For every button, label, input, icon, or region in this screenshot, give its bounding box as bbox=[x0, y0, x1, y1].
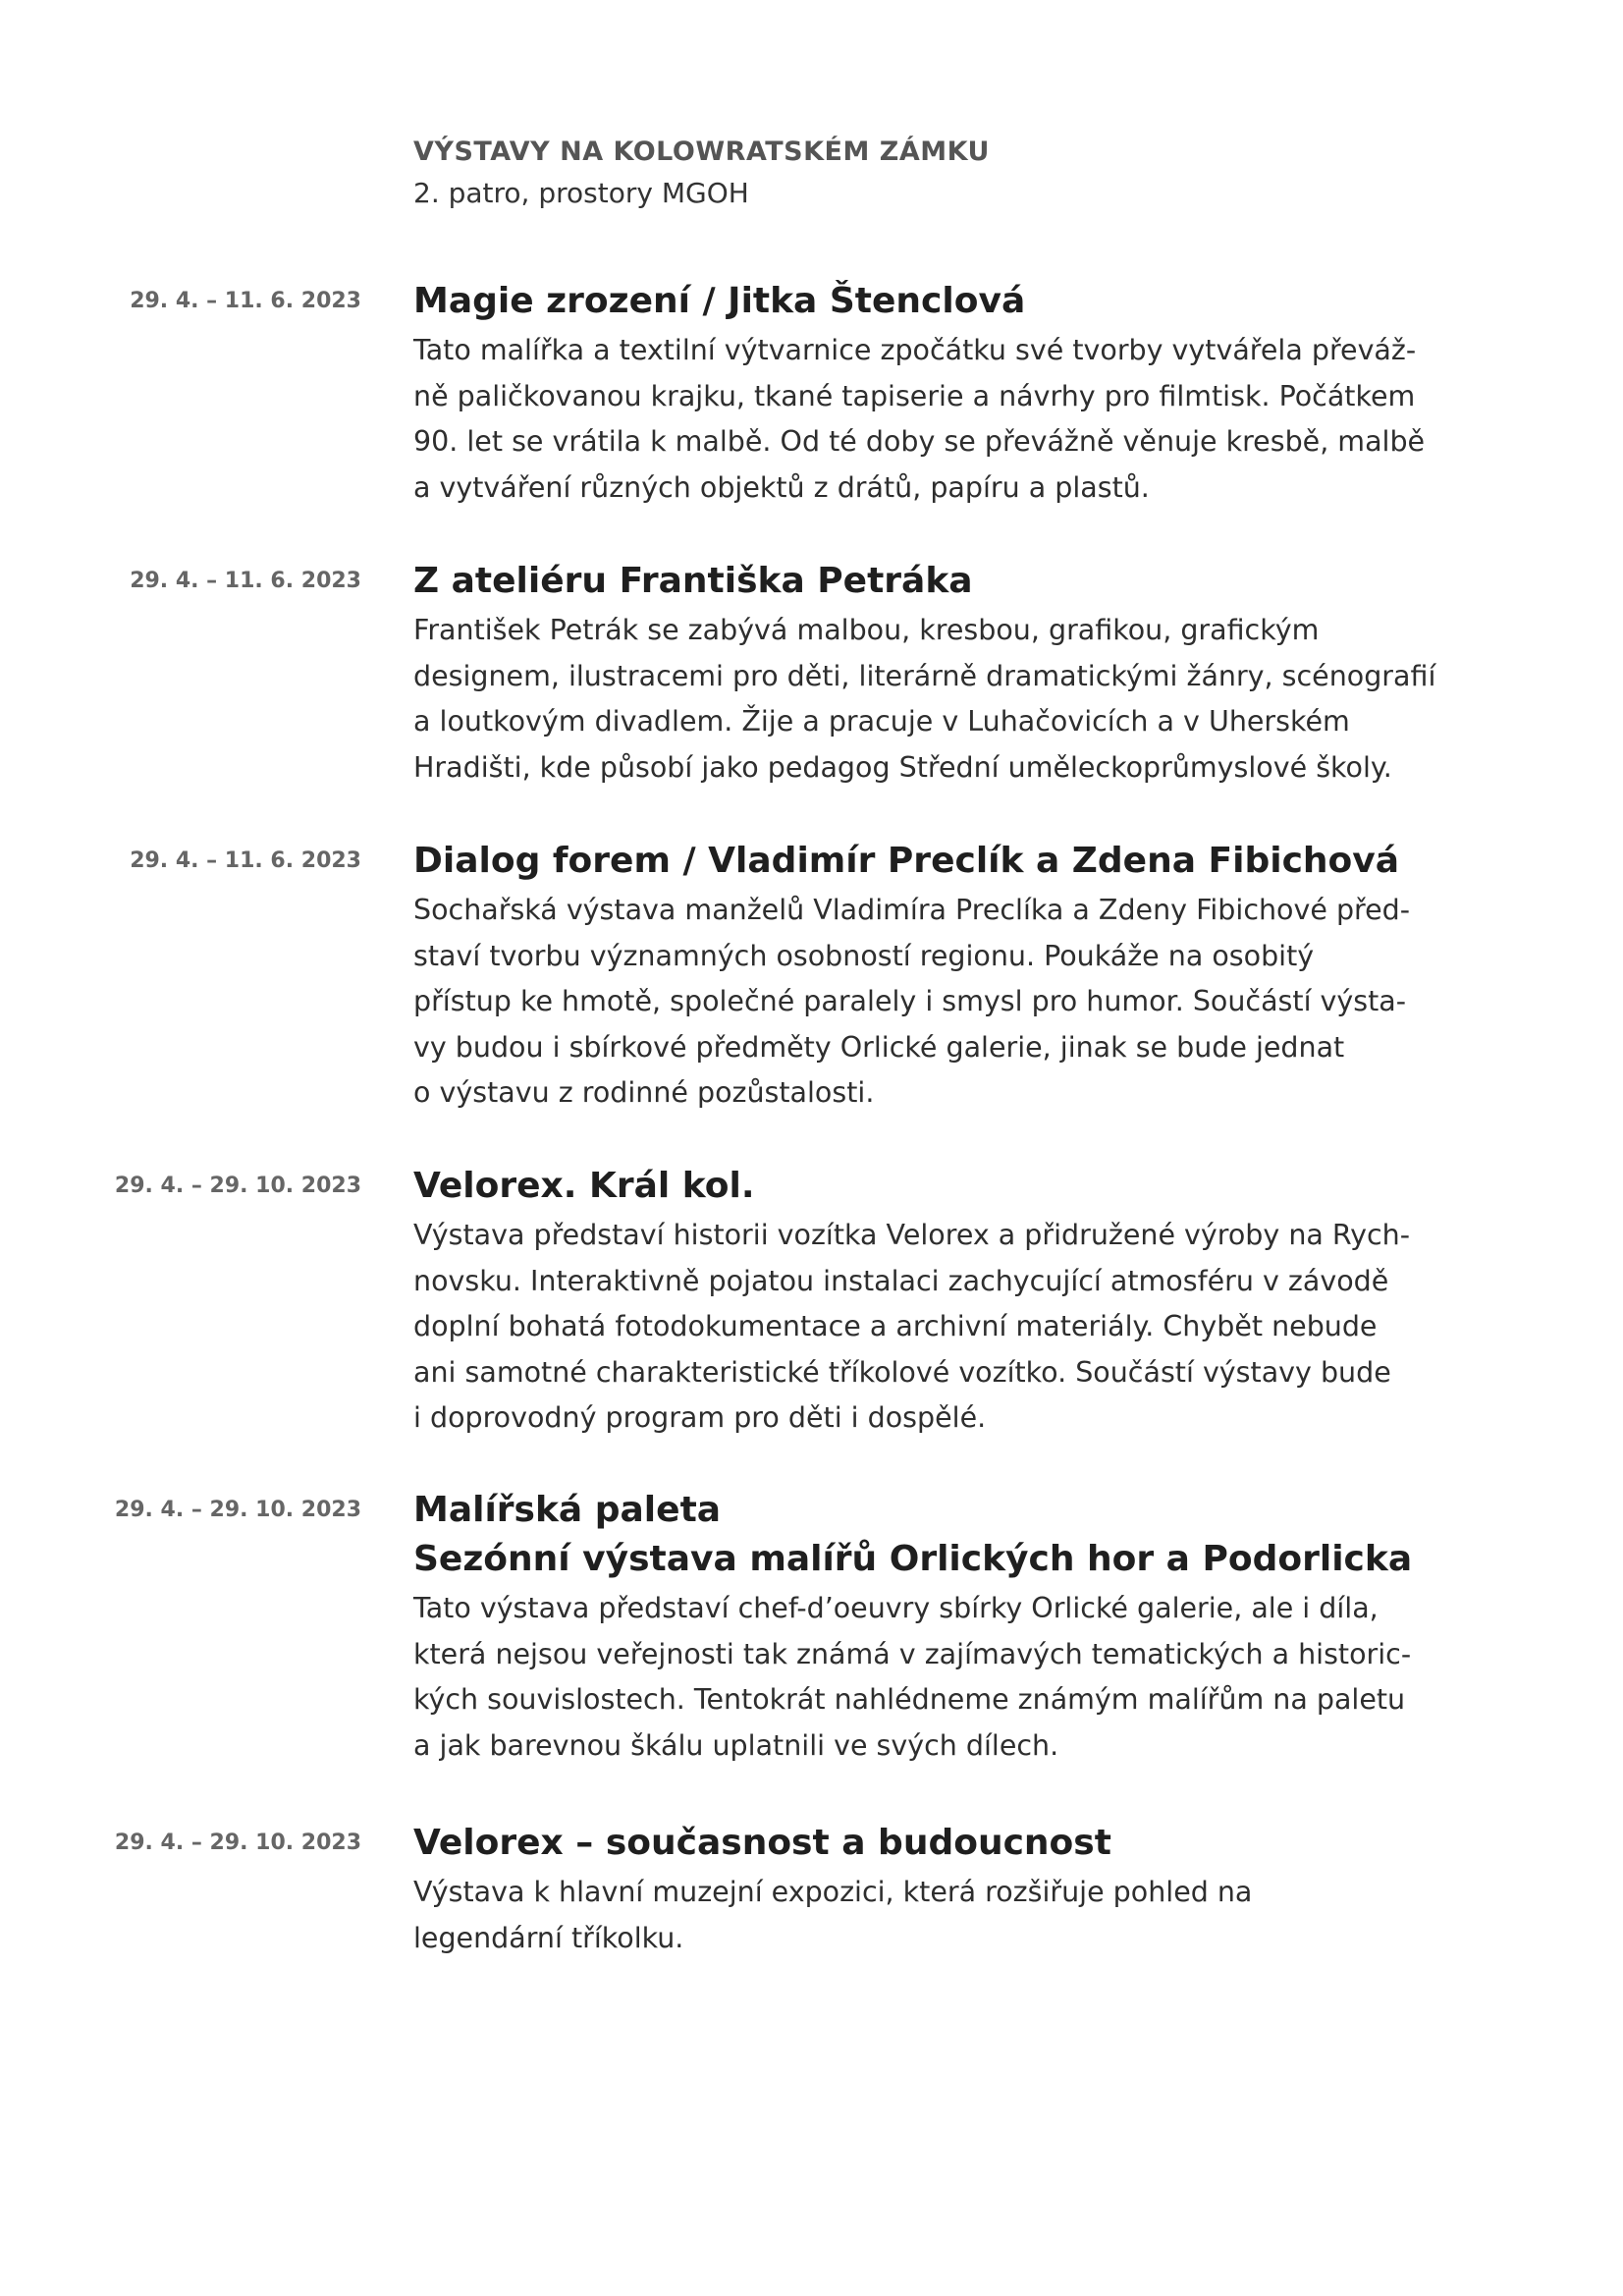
exhibition-content bbox=[413, 1486, 1533, 1769]
exhibition-description bbox=[413, 1870, 1533, 1961]
exhibition-title: Magie zrození / Jitka Štenclová bbox=[413, 281, 1026, 321]
description-line: doplní bohatá fotodokumentace a archivní materiály. Chybět nebude bbox=[413, 1310, 1378, 1342]
exhibition-description bbox=[413, 1213, 1533, 1442]
description-line: ani samotné charakteristické tříkolové vozítko. Součástí výstavy bude bbox=[413, 1355, 1391, 1389]
description-line: ně paličkovanou krajku, tkané tapiserie a návrhy pro filmtisk. Počátkem bbox=[413, 379, 1416, 412]
description-line: Výstava k hlavní muzejní expozici, která rozšiřuje pohled na bbox=[413, 1876, 1253, 1908]
description-line: František Petrák se zabývá malbou, kresbou, grafikou, grafickým bbox=[413, 614, 1320, 646]
description-line: a vytváření různých objektů z drátů, papíru a plastů. bbox=[413, 470, 1150, 504]
description-line: novsku. Interaktivně pojatou instalaci zachycující atmosféru v závodě bbox=[413, 1264, 1389, 1297]
description-line: a jak barevnou škálu uplatnili ve svých dílech. bbox=[413, 1728, 1059, 1762]
description-line: staví tvorbu významných osobností regionu. Poukáže na osobitý bbox=[413, 939, 1315, 972]
exhibition-title: Malířská paleta bbox=[413, 1490, 722, 1530]
venue-title: VÝSTAVY NA KOLOWRATSKÉM ZÁMKU bbox=[413, 137, 990, 167]
description-line: vy budou i sbírkové předměty Orlické galerie, jinak se bude jednat bbox=[413, 1030, 1345, 1064]
description-line: o výstavu z rodinné pozůstalosti. bbox=[413, 1076, 875, 1109]
exhibition-date: 29. 4. – 29. 10. 2023 bbox=[114, 1831, 361, 1855]
exhibition-subtitle: Sezónní výstava malířů Orlických hor a Podorlicka bbox=[413, 1539, 1413, 1579]
exhibition-title: Velorex – současnost a budoucnost bbox=[413, 1823, 1111, 1863]
exhibition-content bbox=[413, 837, 1533, 1117]
description-line: přístup ke hmotě, společné paralely i smysl pro humor. Součástí výsta- bbox=[413, 985, 1407, 1017]
description-line: a loutkovým divadlem. Žije a pracuje v Luhačovicích a v Uherském bbox=[413, 705, 1350, 738]
exhibition-title: Velorex. Král kol. bbox=[413, 1166, 755, 1206]
description-line: designem, ilustracemi pro děti, literárně dramatickými žánry, scénografií bbox=[413, 659, 1436, 692]
exhibition-title: Dialog forem / Vladimír Preclík a Zdena Fibichová bbox=[413, 841, 1400, 881]
exhibition-description bbox=[413, 1586, 1533, 1769]
exhibition-description bbox=[413, 608, 1533, 791]
description-line: Hradišti, kde působí jako pedagog Střední uměleckoprůmyslové školy. bbox=[413, 750, 1392, 784]
exhibition-description bbox=[413, 888, 1533, 1117]
exhibition-content bbox=[413, 557, 1533, 791]
description-line: kých souvislostech. Tentokrát nahlédneme známým malířům na paletu bbox=[413, 1683, 1406, 1716]
description-line: Tato výstava představí chef-d’oeuvry sbírky Orlické galerie, ale i díla, bbox=[413, 1592, 1379, 1624]
exhibition-date: 29. 4. – 11. 6. 2023 bbox=[130, 289, 361, 313]
description-line: 90. let se vrátila k malbě. Od té doby se převážně věnuje kresbě, malbě bbox=[413, 425, 1426, 458]
description-line: Výstava představí historii vozítka Velorex a přidružené výroby na Rych- bbox=[413, 1219, 1411, 1251]
venue-subtitle: 2. patro, prostory MGOH bbox=[413, 177, 749, 209]
description-line: Tato malířka a textilní výtvarnice zpočátku své tvorby vytvářela převáž- bbox=[413, 334, 1417, 366]
description-line: i doprovodný program pro děti i dospělé. bbox=[413, 1401, 987, 1434]
exhibition-date: 29. 4. – 29. 10. 2023 bbox=[114, 1174, 361, 1198]
exhibition-content bbox=[413, 277, 1533, 511]
exhibition-date: 29. 4. – 11. 6. 2023 bbox=[130, 848, 361, 873]
exhibition-content bbox=[413, 1162, 1533, 1442]
exhibition-description bbox=[413, 328, 1533, 511]
venue-header bbox=[413, 134, 1493, 214]
description-line: Sochařská výstava manželů Vladimíra Preclíka a Zdeny Fibichové před- bbox=[413, 894, 1411, 926]
exhibition-date: 29. 4. – 29. 10. 2023 bbox=[114, 1498, 361, 1522]
exhibition-title: Z ateliéru Františka Petráka bbox=[413, 561, 973, 601]
exhibition-date: 29. 4. – 11. 6. 2023 bbox=[130, 569, 361, 593]
exhibition-content bbox=[413, 1819, 1533, 1961]
description-line: která nejsou veřejnosti tak známá v zajímavých tematických a historic- bbox=[413, 1637, 1412, 1670]
description-line: legendární tříkolku. bbox=[413, 1921, 684, 1954]
